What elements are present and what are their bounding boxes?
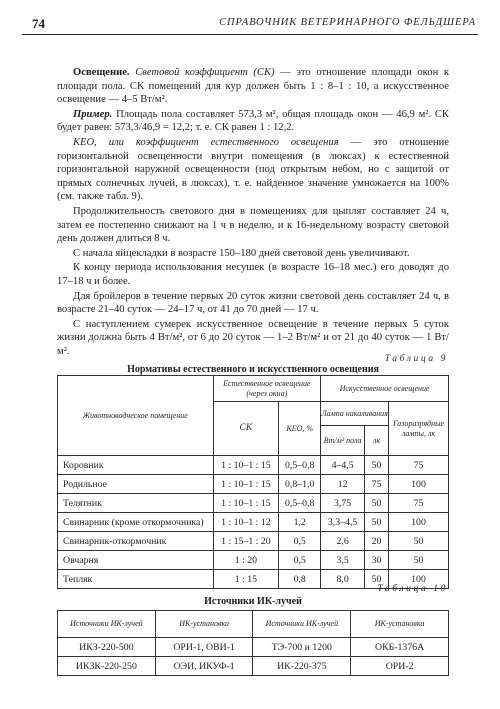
- header-natural-light: Естественное освещение (через окна): [213, 376, 321, 402]
- cell-room: Телятник: [58, 494, 214, 513]
- cell-lx: 50: [365, 494, 389, 513]
- cell-ir-unit: ОРИ-2: [351, 657, 449, 676]
- cell-lx: 30: [365, 551, 389, 570]
- cell-wm2: 12: [321, 475, 365, 494]
- cell-wm2: 2,6: [321, 532, 365, 551]
- header-incandescent: Лампа накаливания: [321, 402, 389, 426]
- table10-number: Таблица 10: [377, 584, 448, 594]
- cell-ir-unit: ОРИ-1, ОВИ-1: [155, 638, 253, 657]
- header-gas-discharge: Газоразрядные лампы, лк: [389, 402, 449, 456]
- paragraph-text: — это отношение площади окон к площади пола. СК помещений для кур должен быть 1 : 8–1 : 10, а искусственное освещение — 4–5 Вт/м².: [57, 67, 449, 106]
- cell-wm2: 4–4,5: [321, 456, 365, 475]
- cell-ck: 1 : 10–1 : 12: [213, 513, 279, 532]
- cell-room: Коровник: [58, 456, 214, 475]
- table-row: [58, 456, 449, 475]
- cell-ck: 1 : 15: [213, 570, 279, 589]
- cell-wm2: 3,3–4,5: [321, 513, 365, 532]
- table-row: [58, 513, 449, 532]
- cell-ck: 1 : 10–1 : 15: [213, 494, 279, 513]
- cell-keo: 0,5: [279, 551, 321, 570]
- header-ir-source: Источники ИК-лучей: [253, 611, 351, 638]
- cell-lx: 20: [365, 532, 389, 551]
- cell-ir-unit: ОКБ-1376А: [351, 638, 449, 657]
- cell-wm2: 3,5: [321, 551, 365, 570]
- paragraph-broilers: Для бройлеров в течение первых 20 суток жизни световой день составляет 24 ч, в возрасте 21–40 суток — 24–17 ч, от 41 до 70 дней — 17 ч.: [57, 290, 449, 316]
- cell-ck: 1 : 10–1 : 15: [213, 475, 279, 494]
- running-title: СПРАВОЧНИК ВЕТЕРИНАРНОГО ФЕЛЬДШЕРА: [219, 17, 476, 28]
- header-artificial-light: Искусственное освещение: [321, 376, 449, 402]
- term-light-coefficient: Световой коэффициент (СК): [135, 67, 275, 78]
- term-lighting: Освещение.: [73, 67, 130, 78]
- paragraph-laying: С начала яйцекладки в возрасте 150–180 дней световой день увеличивают.: [73, 247, 410, 259]
- cell-ir-unit: ОЭИ, ИКУФ-1: [155, 657, 253, 676]
- header-keo: КЕО, %: [279, 402, 321, 456]
- cell-ck: 1 : 15–1 : 20: [213, 532, 279, 551]
- table10-title: Источники ИК-лучей: [204, 596, 302, 607]
- cell-room: Тепляк: [58, 570, 214, 589]
- cell-ck: 1 : 10–1 : 15: [213, 456, 279, 475]
- paragraph-lighting: [57, 66, 449, 107]
- cell-keo: 0,5–0,8: [279, 456, 321, 475]
- ir-sources-table: [57, 610, 449, 676]
- table-row: [58, 475, 449, 494]
- table9-number: Таблица 9: [384, 354, 448, 364]
- header-ir-unit: ИК-установка: [351, 611, 449, 638]
- paragraph-text: — это отношение горизонтальной освещенности внутри помещения (в люксах) к естественной горизонтальной наружной освещенности (под открытым небом, но с защитой от прямых солнечных лучей, в люксах), т. е. найденное значение умножается на 100% (см. также табл. 9).: [57, 136, 449, 203]
- cell-ir-source: ТЭ-700 и 1200: [253, 638, 351, 657]
- cell-gas: 75: [389, 456, 449, 475]
- table-row: [58, 532, 449, 551]
- cell-gas: 50: [389, 532, 449, 551]
- cell-gas: 100: [389, 570, 449, 589]
- table-row: [58, 494, 449, 513]
- table-row: [58, 638, 449, 657]
- term-keo: КЕО, или коэффициент естественного освещения: [73, 136, 339, 148]
- cell-keo: 0,8: [279, 570, 321, 589]
- cell-room: Свинарник (кроме откормочника): [58, 513, 214, 532]
- cell-lx: 50: [365, 513, 389, 532]
- example-label: Пример.: [73, 108, 113, 120]
- cell-keo: 0,8–1,0: [279, 475, 321, 494]
- cell-lx: 75: [365, 475, 389, 494]
- cell-keo: 0,5–0,8: [279, 494, 321, 513]
- running-header: [22, 14, 478, 35]
- paragraph-text: Площадь пола составляет 573,3 м², общая площадь окон — 46,9 м². СК будет равен: 573,3/46,9 = 12,2; т. е. СК равен 1 : 12,2.: [57, 108, 449, 134]
- cell-room: Свинарник-откормочник: [58, 532, 214, 551]
- table-row: [58, 551, 449, 570]
- table9-title: Нормативы естественного и искусственного освещения: [127, 364, 379, 375]
- cell-gas: 100: [389, 475, 449, 494]
- cell-ir-source: ИКЗ-220-500: [58, 638, 156, 657]
- header-ck: СК: [213, 402, 279, 456]
- paragraph-twilight: С наступлением сумерек искусственное освещение в течение первых 5 суток жизни должна быть 4 Вт/м², от 6 до 20 суток — 1–2 Вт/м² и от 21 до 40 суток — 1 Вт/м².: [57, 318, 449, 357]
- cell-lx: 50: [365, 456, 389, 475]
- lighting-norms-table: [57, 375, 449, 589]
- cell-gas: 75: [389, 494, 449, 513]
- header-wm2: Вт/м² пола: [321, 426, 365, 456]
- header-room: Животноводческое помещение: [58, 376, 214, 456]
- cell-keo: 1,2: [279, 513, 321, 532]
- cell-ir-source: ИК-220-375: [253, 657, 351, 676]
- paragraph-example: [57, 108, 449, 135]
- header-ir-unit: ИК-установка: [155, 611, 253, 638]
- header-ir-source: Источники ИК-лучей: [58, 611, 156, 638]
- page-number: 74: [32, 16, 45, 31]
- cell-wm2: 3,75: [321, 494, 365, 513]
- cell-wm2: 8,0: [321, 570, 365, 589]
- cell-ck: 1 : 20: [213, 551, 279, 570]
- body-text: [57, 66, 449, 359]
- cell-gas: 100: [389, 513, 449, 532]
- header-lx: лк: [365, 426, 389, 456]
- cell-gas: 50: [389, 551, 449, 570]
- cell-keo: 0,5: [279, 532, 321, 551]
- cell-lx: 50: [365, 570, 389, 589]
- paragraph-day-length: Продолжительность светового дня в помещениях для цыплят составляет 24 ч, затем ее постепенно снижают на 1 ч в неделю, и к 16-недельному возрасту световой день должен длиться 8 ч.: [57, 205, 449, 245]
- cell-room: Овчарня: [58, 551, 214, 570]
- cell-room: Родильное: [58, 475, 214, 494]
- paragraph-keo: [57, 136, 449, 204]
- paragraph-layers-end: К концу периода использования несушек (в возрасте 16–18 мес.) его доводят до 17–18 ч и более.: [57, 262, 449, 287]
- table-row: [58, 657, 449, 676]
- cell-ir-source: ИКЗК-220-250: [58, 657, 156, 676]
